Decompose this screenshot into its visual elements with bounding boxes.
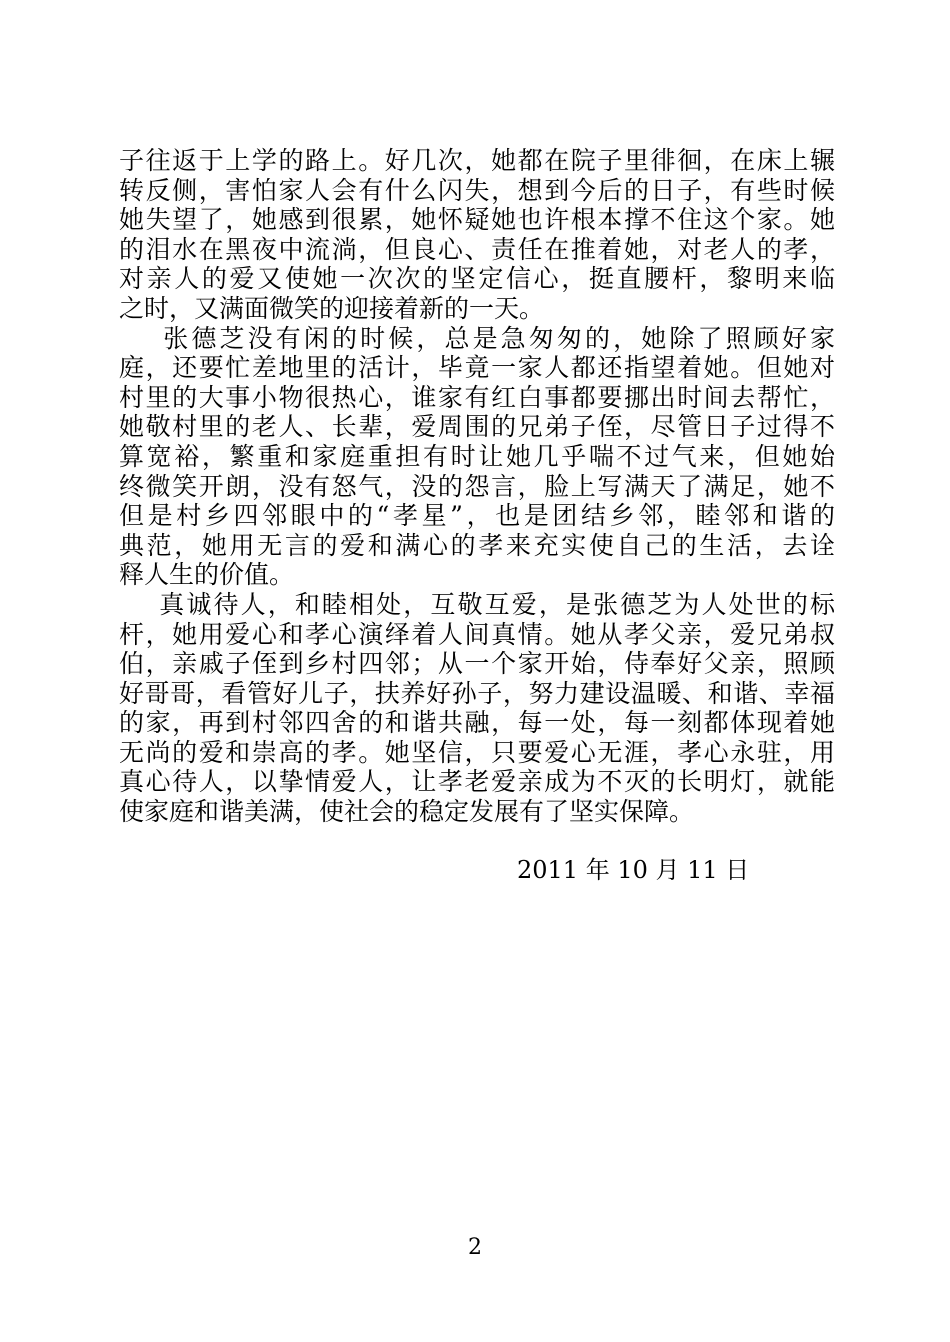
text-line: 使家庭和谐美满，使社会的稳定发展有了坚实保障。 <box>119 797 695 827</box>
text-line: 转反侧，害怕家人会有什么闪失，想到今后的日子，有些时候 <box>119 175 835 205</box>
text-line: 庭，还要忙差地里的活计，毕竟一家人都还指望着她。但她对 <box>119 353 835 383</box>
text-line: 无尚的爱和崇高的孝。她坚信，只要爱心无涯，孝心永驻，用 <box>119 737 835 767</box>
text-line: 张德芝没有闲的时候，总是急匆匆的，她除了照顾好家 <box>119 323 835 353</box>
text-line: 她失望了，她感到很累，她怀疑她也许根本撑不住这个家。她 <box>119 205 835 235</box>
text-line: 算宽裕，繁重和家庭重担有时让她几乎喘不过气来，但她始 <box>119 441 835 471</box>
text-line: 好哥哥，看管好儿子，扶养好孙子，努力建设温暖、和谐、幸福 <box>119 678 835 708</box>
text-line: 她敬村里的老人、长辈，爱周围的兄弟子侄，尽管日子过得不 <box>119 412 835 442</box>
text-line: 杆，她用爱心和孝心演绎着人间真情。她从孝父亲，爱兄弟叔 <box>119 619 835 649</box>
text-line: 真心待人，以挚情爱人，让孝老爱亲成为不灭的长明灯，就能 <box>119 767 835 797</box>
text-line: 真诚待人，和睦相处，互敬互爱，是张德芝为人处世的标 <box>119 589 835 619</box>
text-line: 之时，又满面微笑的迎接着新的一天。 <box>119 293 545 323</box>
text-line: 终微笑开朗，没有怒气，没的怨言，脸上写满天了满足，她不 <box>119 471 835 501</box>
text-line: 释人生的价值。 <box>119 560 295 590</box>
text-line: 但是村乡四邻眼中的“孝星”，也是团结乡邻，睦邻和谐的 <box>119 501 835 531</box>
text-line: 典范，她用无言的爱和满心的孝来充实使自己的生活，去诠 <box>119 530 835 560</box>
text-line: 的家，再到村邻四舍的和谐共融，每一处，每一刻都体现着她 <box>119 708 835 738</box>
page-number: 2 <box>468 1235 482 1260</box>
paragraph-3 <box>119 590 835 827</box>
paragraph-2 <box>119 324 835 590</box>
text-line: 村里的大事小物很热心，谁家有红白事都要挪出时间去帮忙， <box>119 382 835 412</box>
paragraph-1 <box>119 146 835 324</box>
text-line: 子往返于上学的路上。好几次，她都在院子里徘徊，在床上辗 <box>119 146 835 175</box>
text-line: 对亲人的爱又使她一次次的坚定信心，挺直腰杆，黎明来临 <box>119 264 835 294</box>
text-line: 伯，亲戚子侄到乡村四邻；从一个家开始，侍奉好父亲，照顾 <box>119 649 835 679</box>
text-line: 的泪水在黑夜中流淌，但良心、责任在推着她，对老人的孝， <box>119 234 835 264</box>
body-text <box>119 146 835 827</box>
document-date: 2011 年 10 月 11 日 <box>517 856 750 884</box>
